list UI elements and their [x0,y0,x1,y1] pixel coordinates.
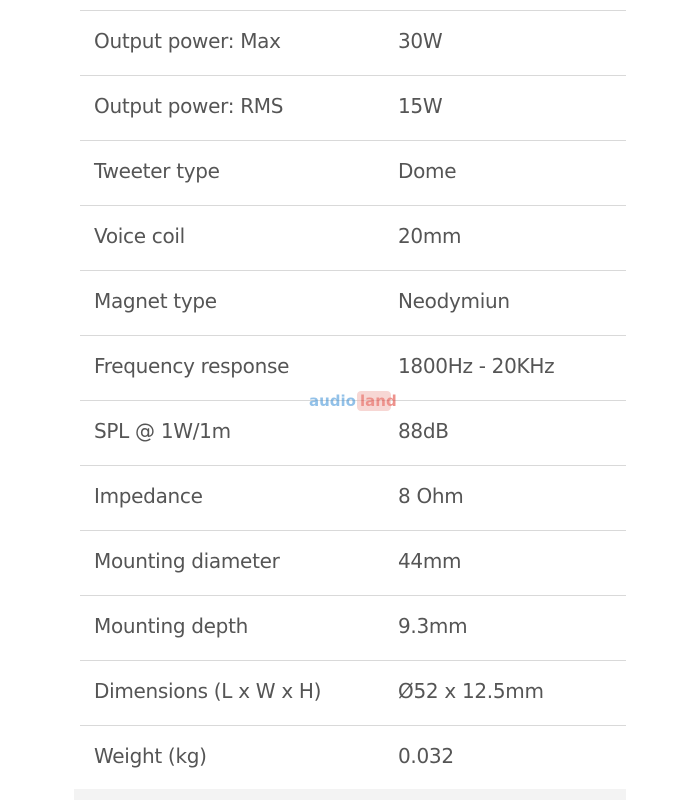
spec-value-output-power-rms: 15W [398,94,443,118]
spec-value-output-power-max: 30W [398,29,443,53]
spec-label-frequency-response: Frequency response [94,354,290,378]
table-row [80,11,626,76]
watermark-text-land: land [360,392,397,410]
spec-value-mounting-depth: 9.3mm [398,614,468,638]
spec-value-frequency-response: 1800Hz - 20KHz [398,354,555,378]
watermark-text-audio: audio [309,392,356,410]
table-row [80,76,626,141]
spec-value-magnet-type: Neodymiun [398,289,510,313]
table-row [80,466,626,531]
spec-label-tweeter-type: Tweeter type [94,159,220,183]
spec-label-weight: Weight (kg) [94,744,207,768]
spec-label-impedance: Impedance [94,484,203,508]
spec-label-output-power-max: Output power: Max [94,29,281,53]
spec-value-tweeter-type: Dome [398,159,457,183]
table-row [80,661,626,726]
audioland-watermark-logo [307,385,397,415]
table-row [80,141,626,206]
spec-label-magnet-type: Magnet type [94,289,217,313]
spec-value-spl: 88dB [398,419,449,443]
spec-label-spl: SPL @ 1W/1m [94,419,231,443]
spec-value-voice-coil: 20mm [398,224,462,248]
table-row [80,596,626,661]
spec-value-impedance: 8 Ohm [398,484,464,508]
spec-label-mounting-diameter: Mounting diameter [94,549,280,573]
spec-label-dimensions: Dimensions (L x W x H) [94,679,322,703]
spec-value-weight: 0.032 [398,744,454,768]
table-row [80,726,626,791]
spec-label-output-power-rms: Output power: RMS [94,94,284,118]
spec-value-dimensions: Ø52 x 12.5mm [398,679,544,703]
table-row [80,206,626,271]
table-row [80,271,626,336]
spec-label-mounting-depth: Mounting depth [94,614,248,638]
bottom-band [74,789,626,800]
spec-value-mounting-diameter: 44mm [398,549,462,573]
table-row [80,531,626,596]
spec-label-voice-coil: Voice coil [94,224,185,248]
